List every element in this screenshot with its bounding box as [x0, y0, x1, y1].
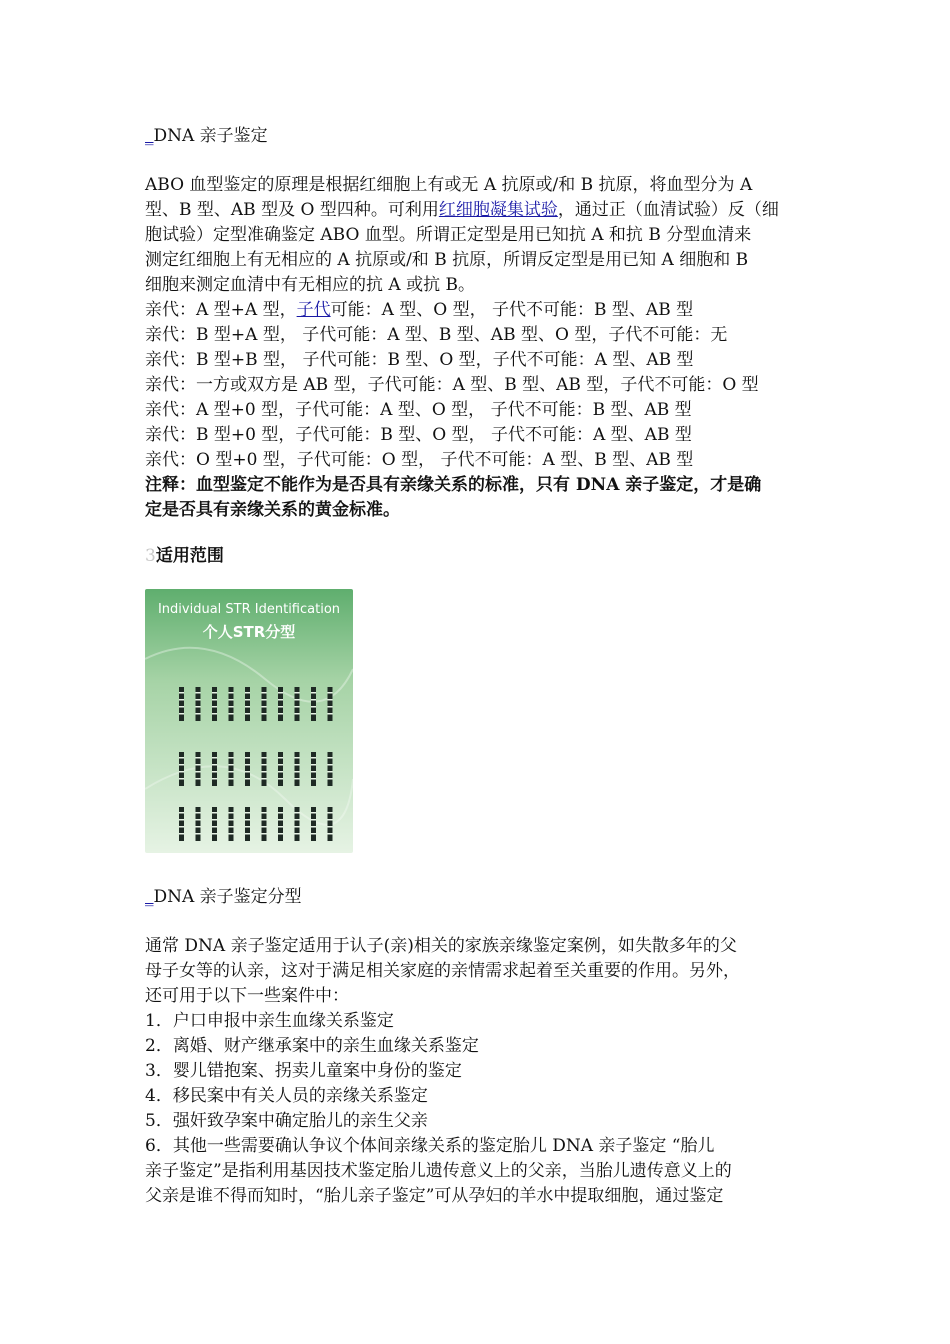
str-band [311, 757, 316, 759]
parent-row-text: 可能：A 型、O 型， 子代不可能：B 型、AB 型 [330, 300, 694, 320]
str-band [311, 771, 316, 773]
parent-row [145, 298, 810, 323]
str-band [196, 757, 201, 759]
str-band [212, 826, 217, 828]
str-band [311, 833, 316, 835]
abo-line: 细胞来测定血清中有无相应的抗 A 或抗 B。 [145, 275, 475, 295]
section-heading-dna [145, 124, 268, 149]
str-band [278, 778, 283, 780]
str-band [245, 812, 250, 814]
abo-line-text: 型、B 型、AB 型及 O 型四种。可利用 [145, 200, 439, 220]
figure-title-cn [145, 622, 353, 642]
str-band [245, 771, 250, 773]
str-band [179, 819, 184, 821]
str-band [245, 713, 250, 715]
str-band [196, 764, 201, 766]
str-band [179, 706, 184, 708]
str-band [229, 692, 234, 694]
list-item: 5．强奸致孕案中确定胎儿的亲生父亲 [145, 1111, 428, 1131]
list-item: 父亲是谁不得而知时，“胎儿亲子鉴定”可从孕妇的羊水中提取细胞，通过鉴定 [145, 1186, 724, 1206]
str-band [179, 778, 184, 780]
list-item: 3．婴儿错抱案、拐卖儿童案中身份的鉴定 [145, 1061, 462, 1081]
str-band [245, 819, 250, 821]
str-band [245, 757, 250, 759]
str-band [179, 826, 184, 828]
str-band [278, 757, 283, 759]
section-number: 3 [145, 546, 156, 566]
str-band [311, 706, 316, 708]
usage-line: 通常 DNA 亲子鉴定适用于认子(亲)相关的家族亲缘鉴定案例，如失散多年的父 [145, 936, 737, 956]
str-band [278, 826, 283, 828]
figure-title-cn-part: STR [232, 623, 266, 641]
str-band [311, 778, 316, 780]
str-band [212, 771, 217, 773]
figure-title-cn-part: 分型 [265, 623, 296, 641]
note-line: 定是否具有亲缘关系的黄金标准。 [145, 500, 400, 520]
list-item: 4．移民案中有关人员的亲缘关系鉴定 [145, 1086, 428, 1106]
abo-line: 测定红细胞上有无相应的 A 抗原或/和 B 抗原，所谓反定型是用已知 A 细胞和 B [145, 250, 749, 270]
str-band [262, 706, 267, 708]
str-band [262, 764, 267, 766]
str-band [245, 764, 250, 766]
str-band [229, 771, 234, 773]
str-band [245, 692, 250, 694]
parent-row: 亲代：B 型+A 型， 子代可能：A 型、B 型、AB 型、O 型，子代不可能：无 [145, 325, 728, 345]
str-band [229, 819, 234, 821]
str-band [328, 713, 333, 715]
str-band [229, 757, 234, 759]
str-band [278, 692, 283, 694]
abo-paragraph [145, 173, 810, 523]
str-band [179, 757, 184, 759]
abo-line: 胞试验）定型准确鉴定 ABO 血型。所谓正定型是用已知抗 A 和抗 B 分型血清来 [145, 225, 752, 245]
str-band [245, 706, 250, 708]
str-band [262, 771, 267, 773]
usage-paragraph [145, 934, 810, 1209]
str-band [245, 699, 250, 701]
usage-line: 还可用于以下一些案件中： [145, 986, 349, 1006]
str-band [295, 699, 300, 701]
offspring-link[interactable]: 子代 [296, 300, 331, 320]
hemagglutination-link[interactable]: 红细胞凝集试验 [438, 200, 558, 220]
str-band [196, 826, 201, 828]
heading-marker: _ [145, 126, 154, 146]
str-band [262, 833, 267, 835]
str-band [196, 812, 201, 814]
str-band [328, 819, 333, 821]
list-item: 2．离婚、财产继承案中的亲生血缘关系鉴定 [145, 1036, 479, 1056]
str-band [196, 706, 201, 708]
parent-row: 亲代：B 型+B 型， 子代可能：B 型、O 型，子代不可能：A 型、AB 型 [145, 350, 694, 370]
heading-title: DNA 亲子鉴定 [153, 126, 268, 146]
str-band [311, 764, 316, 766]
str-band [229, 826, 234, 828]
str-band [229, 812, 234, 814]
str-band [328, 764, 333, 766]
str-band [212, 833, 217, 835]
str-band [179, 713, 184, 715]
parent-row: 亲代：O 型+0 型，子代可能：O 型， 子代不可能：A 型、B 型、AB 型 [145, 450, 694, 470]
str-band [245, 778, 250, 780]
str-band [328, 833, 333, 835]
str-band [212, 692, 217, 694]
str-band [229, 713, 234, 715]
note-line: 注释：血型鉴定不能作为是否具有亲缘关系的标准，只有 DNA 亲子鉴定，才是确 [145, 475, 762, 495]
str-band [278, 819, 283, 821]
str-band [179, 771, 184, 773]
str-band [262, 699, 267, 701]
figure-title-en: Individual STR Identification [157, 602, 341, 617]
str-band [179, 764, 184, 766]
str-band [328, 826, 333, 828]
str-band [262, 826, 267, 828]
str-band [262, 692, 267, 694]
list-item: 6．其他一些需要确认争议个体间亲缘关系的鉴定胎儿 DNA 亲子鉴定 “胎儿 [145, 1136, 715, 1156]
str-band [212, 757, 217, 759]
str-band [328, 699, 333, 701]
parent-row: 亲代：一方或双方是 AB 型，子代可能：A 型、B 型、AB 型，子代不可能：O 型 [145, 375, 759, 395]
usage-line: 母子女等的认亲，这对于满足相关家庭的亲情需求起着至关重要的作用。另外， [145, 961, 740, 981]
str-band [179, 699, 184, 701]
str-band [262, 778, 267, 780]
str-band [196, 819, 201, 821]
str-band [229, 706, 234, 708]
str-band [278, 713, 283, 715]
str-band [229, 778, 234, 780]
section-heading-typing [145, 885, 302, 910]
str-band [212, 812, 217, 814]
str-band [328, 778, 333, 780]
str-band [295, 833, 300, 835]
heading-title: DNA 亲子鉴定分型 [153, 887, 302, 907]
str-band [295, 706, 300, 708]
str-band [278, 833, 283, 835]
str-band [229, 764, 234, 766]
str-band [196, 778, 201, 780]
str-band [328, 706, 333, 708]
str-band [196, 833, 201, 835]
str-band [295, 778, 300, 780]
str-band [212, 699, 217, 701]
str-band [295, 771, 300, 773]
parent-row: 亲代：B 型+0 型，子代可能：B 型、O 型， 子代不可能：A 型、AB 型 [145, 425, 692, 445]
str-band [295, 826, 300, 828]
str-band [196, 713, 201, 715]
str-band [229, 699, 234, 701]
section-title: 适用范围 [155, 546, 224, 566]
str-band [295, 819, 300, 821]
str-band [311, 699, 316, 701]
heading-marker: _ [145, 887, 154, 907]
str-band [328, 812, 333, 814]
str-band [212, 778, 217, 780]
str-band [196, 692, 201, 694]
str-identification-figure [145, 589, 353, 853]
str-band [212, 764, 217, 766]
str-band [212, 819, 217, 821]
str-band [311, 692, 316, 694]
str-band [278, 764, 283, 766]
str-band [212, 706, 217, 708]
str-band [328, 692, 333, 694]
str-band [278, 699, 283, 701]
list-item: 亲子鉴定”是指利用基因技术鉴定胎儿遗传意义上的父亲，当胎儿遗传意义上的 [145, 1161, 732, 1181]
str-band [311, 826, 316, 828]
str-band [295, 764, 300, 766]
str-band [328, 757, 333, 759]
str-band [295, 692, 300, 694]
abo-line-with-link [145, 198, 810, 223]
str-band [278, 771, 283, 773]
str-band [295, 713, 300, 715]
str-band [262, 819, 267, 821]
parent-row-text: 亲代：A 型+A 型， [145, 300, 297, 320]
abo-line-text: ，通过正（血清试验）反（细 [557, 200, 779, 220]
str-band [196, 699, 201, 701]
str-band [295, 757, 300, 759]
str-band [278, 706, 283, 708]
str-band [311, 713, 316, 715]
str-band [179, 692, 184, 694]
str-band [229, 833, 234, 835]
str-band [179, 833, 184, 835]
list-item: 1．户口申报中亲生血缘关系鉴定 [145, 1011, 394, 1031]
str-band [212, 713, 217, 715]
str-band [278, 812, 283, 814]
str-band [295, 812, 300, 814]
figure-title-cn-part: 个人 [202, 623, 233, 641]
str-band [262, 812, 267, 814]
str-band [196, 771, 201, 773]
str-band [311, 819, 316, 821]
str-band [311, 812, 316, 814]
str-band [262, 713, 267, 715]
abo-line: ABO 血型鉴定的原理是根据红细胞上有或无 A 抗原或/和 B 抗原，将血型分为 A [145, 175, 753, 195]
parent-row: 亲代：A 型+0 型，子代可能：A 型、O 型， 子代不可能：B 型、AB 型 [145, 400, 692, 420]
str-band [245, 833, 250, 835]
str-band [328, 771, 333, 773]
str-band [262, 757, 267, 759]
str-band [245, 826, 250, 828]
section-heading-scope [145, 544, 224, 569]
str-band [179, 812, 184, 814]
